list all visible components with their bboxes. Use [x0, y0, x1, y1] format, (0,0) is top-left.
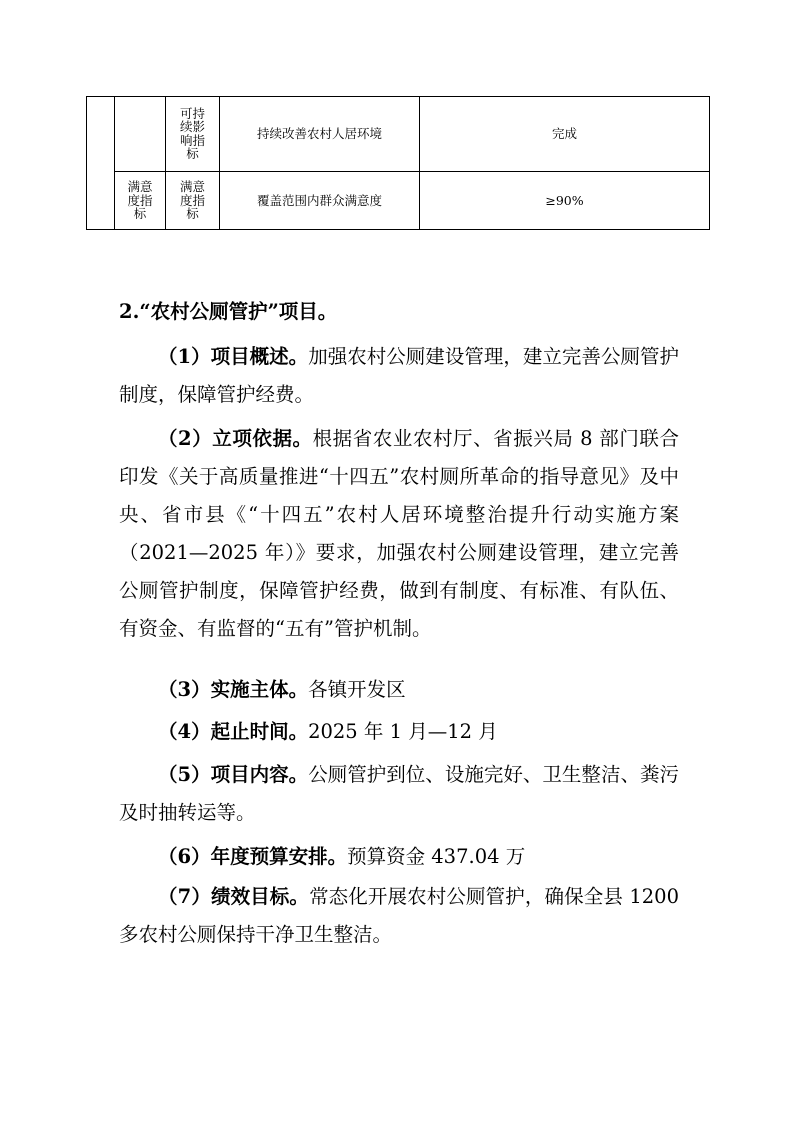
paragraph-text: 各镇开发区: [308, 678, 406, 701]
paragraph-label: （2）立项依据。: [158, 427, 313, 450]
table-cell-level2: [115, 97, 166, 172]
table-cell-value: ≥90%: [420, 172, 710, 230]
paragraph-label: （4）起止时间。: [158, 720, 309, 743]
table-row: [87, 97, 710, 172]
paragraph-text: 常态化开展农村公厕管护，确保全县 1200 多农村公厕保持干净卫生整洁。: [119, 885, 679, 946]
paragraph-text: 根据省农业农村厅、省振兴局 8 部门联合印发《关于高质量推进“十四五”农村厕所革命的指导意见》及中央、省市县《“十四五”农村人居环境整治提升行动实施方案（2021—2025 年）》要求，加强农村公厕建设管理，建立完善公厕管护制度，保障管护经费，做到有制度、有标准、有队伍、有资金、有监督的“五有”管护机制。: [119, 427, 679, 640]
performance-indicator-table: [86, 96, 710, 230]
paragraph-text: 公厕管护到位、设施完好、卫生整洁、粪污及时抽转运等。: [119, 763, 679, 824]
paragraph-label: （5）项目内容。: [158, 763, 309, 786]
paragraph-label: （7）绩效目标。: [158, 885, 310, 908]
paragraph-goal: [119, 878, 679, 954]
table-row: [87, 172, 710, 230]
table-cell-level3: 可持续影响指标: [166, 97, 220, 172]
table-cell-level2: 满意度指标: [115, 172, 166, 230]
table-cell-indicator: 持续改善农村人居环境: [220, 97, 420, 172]
paragraph-implementer: [119, 671, 679, 709]
table-cell-level1: [87, 97, 115, 230]
paragraph-overview: [119, 338, 679, 414]
section-heading: 2.“农村公厕管护”项目。: [119, 300, 338, 323]
paragraph-label: （1）项目概述。: [158, 345, 309, 368]
paragraph-text: 2025 年 1 月—12 月: [308, 720, 498, 743]
paragraph-budget: [119, 838, 679, 876]
paragraph-label: （3）实施主体。: [158, 678, 309, 701]
paragraph-basis: [119, 420, 679, 648]
paragraph-label: （6）年度预算安排。: [158, 845, 348, 868]
table-cell-level3: 满意度指标: [166, 172, 220, 230]
table-cell-indicator: 覆盖范围内群众满意度: [220, 172, 420, 230]
table-cell-value: 完成: [420, 97, 710, 172]
paragraph-period: [119, 713, 679, 751]
paragraph-text: 加强农村公厕建设管理，建立完善公厕管护制度，保障管护经费。: [119, 345, 679, 406]
paragraph-content: [119, 756, 679, 832]
paragraph-text: 预算资金 437.04 万: [347, 845, 526, 868]
